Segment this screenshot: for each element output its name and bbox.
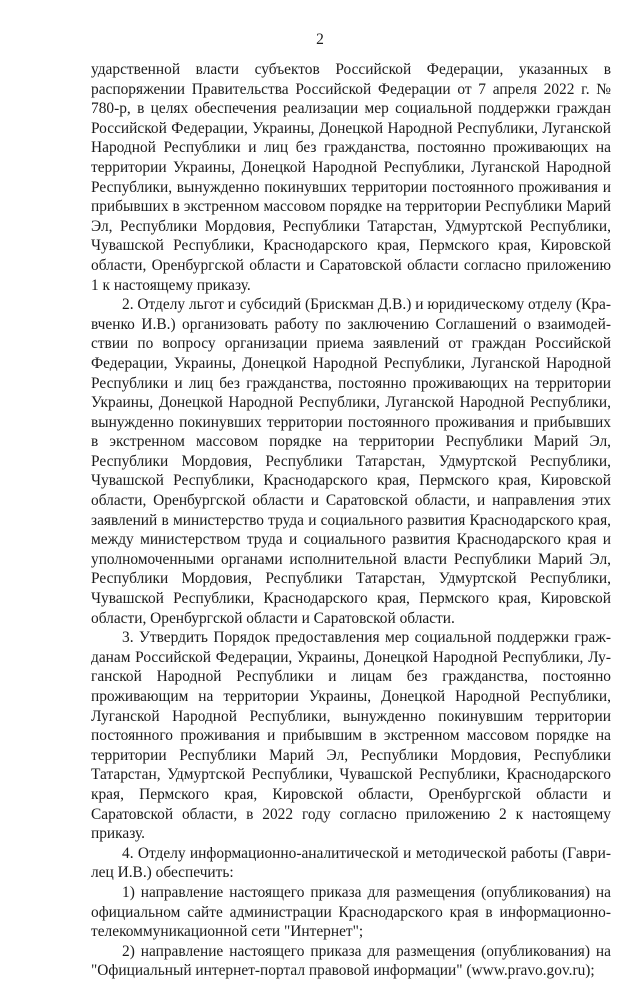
paragraph-3: 3. Утвердить Порядок предоставления мер социальной поддержки гражданам Российской Федерации, Украины, Донецкой Народной Республики, Луганской Народной Республики и лицам без гражданства, постоянно проживающим на территории Украины, Донецкой Народной Республики, Луганской Народной Республики, вынужденно покинувшим территории постоянного проживания и прибывшим в экстренном массовом порядке на территории Республики Марий Эл, Республики Мордовия, Республики Татарстан, Удмуртской Республики, Чувашской Республики, Краснодарского края, Пермского края, Кировской области, Оренбургской области и Саратовской области, в 2022 году согласно приложению 2 к настоящему приказу. [91,629,611,843]
paragraph-4: 4. Отделу информационно-аналитической и методической работы (Гаврилец И.В.) обеспечить: [91,844,611,882]
page-number: 2 [316,31,324,48]
paragraph-4-item-1: 1) направление настоящего приказа для размещения (опубликования) на официальном сайте администрации Краснодарского края в информационно-телекоммуникационной сети "Интернет"; [91,883,611,941]
paragraph-4-item-2: 2) направление настоящего приказа для размещения (опубликования) на "Официальный интернет-портал правовой информации" (www.pravo.gov.ru); [91,942,611,980]
paragraph-2: 2. Отделу льгот и субсидий (Брискман Д.В.) и юридическому отделу (Кравченко И.В.) организовать работу по заключению Соглашений о взаимодействии по вопросу организации приема заявлений от граждан Российской Федерации, Украины, Донецкой Народной Республики, Луганской Народной Республики и лиц без гражданства, постоянно проживающих на территории Украины, Донецкой Народной Республики, Луганской Народной Республики, вынужденно покинувших территории постоянного проживания и прибывших в экстренном массовом порядке на территории Республики Марий Эл, Республики Мордовия, Республики Татарстан, Удмуртской Республики, Чувашской Республики, Краснодарского края, Пермского края, Кировской области, Оренбургской области и Саратовской области, и направления этих заявлений в министерство труда и социального развития Краснодарского края, между министерством труда и социального развития Краснодарского края и уполномоченными органами исполнительной власти Республики Марий Эл, Республики Мордовия, Республики Татарстан, Удмуртской Республики, Чувашской Республики, Краснодарского края, Пермского края, Кировской области, Оренбургской области и Саратовской области. [91,296,611,627]
document-body [91,60,611,981]
paragraph-1-continuation: ударственной власти субъектов Российской Федерации, указанных в распоряжении Правительства Российской Федерации от 7 апреля 2022 г. № 780-р, в целях обеспечения реализации мер социальной поддержки граждан Российской Федерации, Украины, Донецкой Народной Республики, Луганской Народной Республики и лиц без гражданства, постоянно проживающих на территории Украины, Донецкой Народной Республики, Луганской Народной Республики, вынужденно покинувших территории постоянного проживания и прибывших в экстренном массовом порядке на территории Республики Марий Эл, Республики Мордовия, Республики Татарстан, Удмуртской Республики, Чувашской Республики, Краснодарского края, Пермского края, Кировской области, Оренбургской области и Саратовской области согласно приложению 1 к настоящему приказу. [91,61,611,294]
